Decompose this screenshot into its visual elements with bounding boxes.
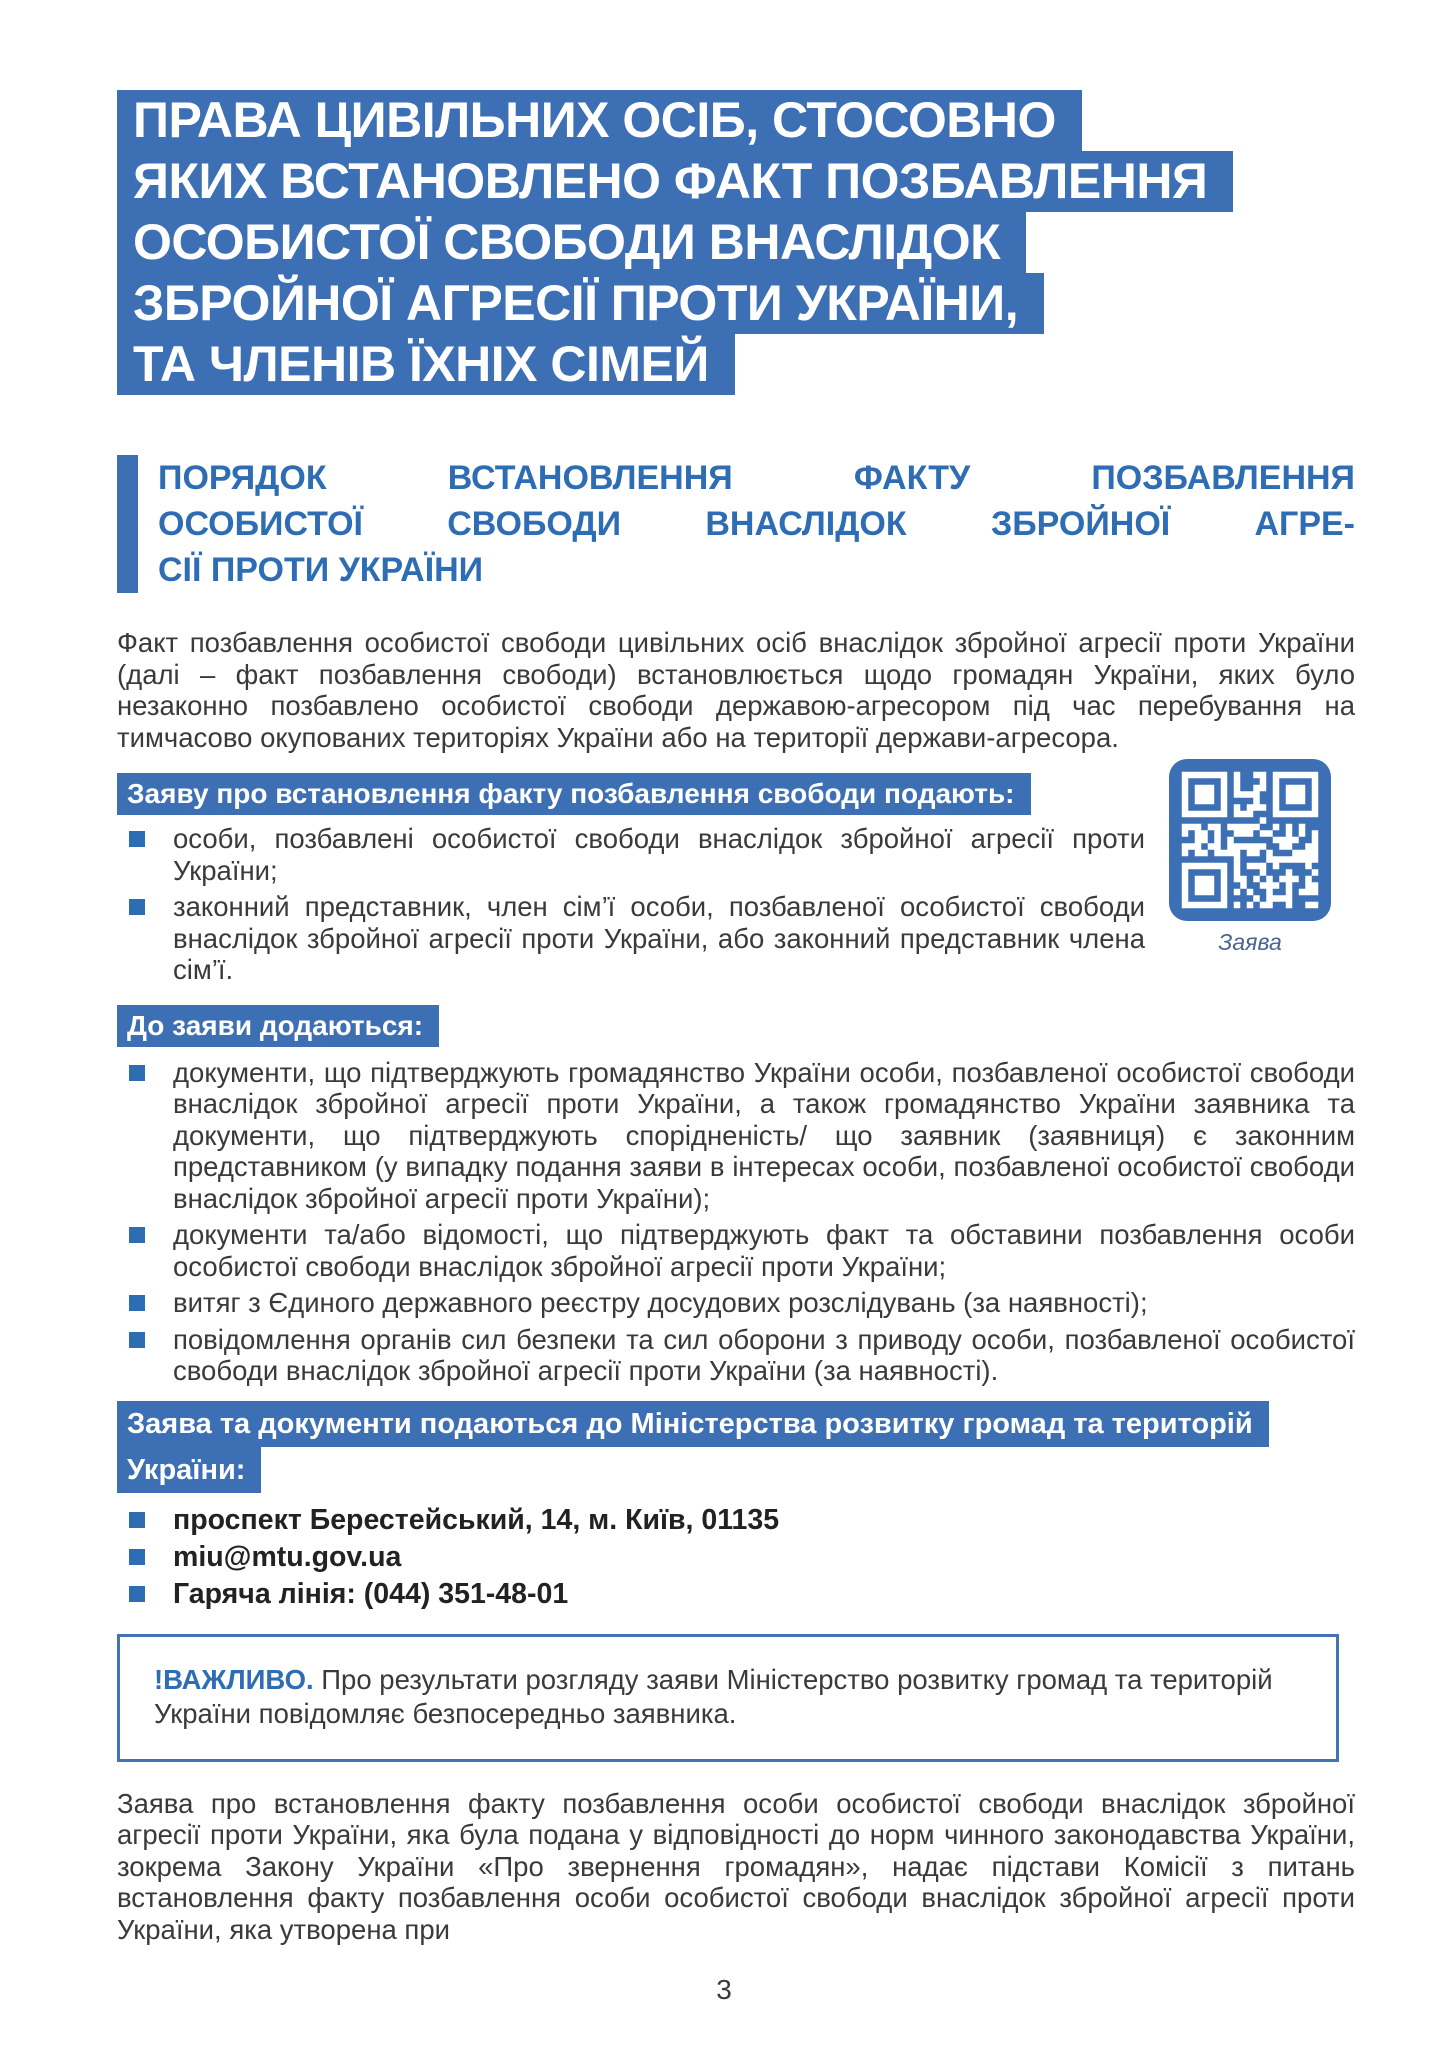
ministry-header-line: України: — [117, 1447, 261, 1493]
qr-code — [1169, 759, 1331, 921]
title-line-row — [117, 151, 1355, 212]
list-item-text: документи, що підтверджують громадянство України особи, позбавленої особистої свободи внаслідок збройної агресії проти України, а також громадянство України заявника та документи, що підтверджують спорідненість/ що заявник (заявниця) є законним представником (у випадку подання заяви в інтересах особи, позбавленої особистої свободи внаслідок збройної агресії проти України); — [173, 1056, 1355, 1214]
bullet-square-icon — [129, 1065, 145, 1081]
heading-accent-bar — [117, 455, 138, 593]
title-line: ЗБРОЙНОЇ АГРЕСІЇ ПРОТИ УКРАЇНИ, — [117, 273, 1044, 334]
title-line: ОСОБИСТОЇ СВОБОДИ ВНАСЛІДОК — [117, 212, 1026, 273]
ministry-address: проспект Берестейський, 14, м. Київ, 01135 — [173, 1503, 780, 1536]
list-item — [117, 1219, 1355, 1282]
important-text: Про результати розгляду заяви Міністерство розвитку громад та територій України повідомляє безпосередньо заявника. — [154, 1663, 1273, 1729]
attachments-section — [117, 1005, 1355, 1387]
qr-caption: Заява — [1218, 929, 1282, 955]
submit-section-body — [117, 773, 1145, 991]
list-item — [117, 1540, 1355, 1575]
submit-section — [117, 773, 1355, 991]
section-heading-line: ПОРЯДОК ВСТАНОВЛЕННЯ ФАКТУ ПОЗБАВЛЕННЯ — [158, 459, 1355, 497]
closing-paragraph: Заява про встановлення факту позбавлення особи особистої свободи внаслідок збройної агресії проти України, яка була подана у відповідності до норм чинного законодавства України, зокрема Закону України «Про звернення громадян», надає підстави Комісії з питань встановлення факту позбавлення особи особистої свободи внаслідок збройної агресії проти України, яка утворена при — [117, 1787, 1355, 1945]
section-heading — [117, 455, 1355, 593]
bullet-square-icon — [129, 1227, 145, 1243]
list-item-text: повідомлення органів сил безпеки та сил оборони з приводу особи, позбавленої особистої свободи внаслідок збройної агресії проти України (за наявності). — [173, 1323, 1355, 1386]
list-item — [117, 823, 1145, 886]
important-label: !ВАЖЛИВО. — [154, 1663, 314, 1695]
title-line: ТА ЧЛЕНІВ ЇХНІХ СІМЕЙ — [117, 334, 735, 395]
bullet-square-icon — [129, 1332, 145, 1348]
ministry-section — [117, 1401, 1355, 1612]
ministry-header-row — [117, 1401, 1355, 1447]
section-heading-line: ОСОБИСТОЇ СВОБОДИ ВНАСЛІДОК ЗБРОЙНОЇ АГРЕ- — [158, 505, 1355, 543]
title-line-row — [117, 334, 1355, 395]
bullet-square-icon — [129, 1512, 145, 1528]
bullet-square-icon — [129, 899, 145, 915]
intro-paragraph: Факт позбавлення особистої свободи цивільних осіб внаслідок збройної агресії проти України (далі – факт позбавлення свободи) встановлюється щодо громадян України, яких було незаконно позбавлено особистої свободи державою-агресором під час перебування на тимчасово окупованих територіях України або на території держави-агресора. — [117, 627, 1355, 753]
title-line: ЯКИХ ВСТАНОВЛЕНО ФАКТ ПОЗБАВЛЕННЯ — [117, 151, 1233, 212]
list-item — [117, 1057, 1355, 1215]
section-heading-line: СІЇ ПРОТИ УКРАЇНИ — [158, 551, 484, 589]
list-item-text: законний представник, член сім’ї особи, позбавленої особистої свободи внаслідок збройної агресії проти України, або законний представник члена сім’ї. — [173, 891, 1145, 985]
page-title — [117, 0, 1355, 395]
ministry-hotline: Гаряча лінія: (044) 351-48-01 — [173, 1577, 569, 1610]
important-notice-box — [117, 1634, 1339, 1762]
bullet-square-icon — [129, 1295, 145, 1311]
list-item — [117, 1503, 1355, 1538]
list-item-text: документи та/або відомості, що підтверджують факт та обставини позбавлення особи особистої свободи внаслідок збройної агресії проти України; — [173, 1219, 1355, 1282]
attachments-list — [117, 1057, 1355, 1387]
list-item — [117, 1324, 1355, 1387]
ministry-header-row — [117, 1447, 1355, 1493]
ministry-header-line: Заява та документи подаються до Міністерства розвитку громад та територій — [117, 1401, 1269, 1447]
list-item-text: витяг з Єдиного державного реєстру досудових розслідувань (за наявності); — [173, 1287, 1148, 1318]
title-line-row — [117, 212, 1355, 273]
section-heading-text — [158, 455, 1355, 593]
submit-list — [117, 823, 1145, 986]
page-number: 3 — [716, 1974, 732, 2005]
title-line: ПРАВА ЦИВІЛЬНИХ ОСІБ, СТОСОВНО — [117, 90, 1082, 151]
submit-section-header: Заяву про встановлення факту позбавлення свободи подають: — [117, 773, 1031, 815]
list-item — [117, 1287, 1355, 1319]
bullet-square-icon — [129, 831, 145, 847]
bullet-square-icon — [129, 1586, 145, 1602]
title-line-row — [117, 273, 1355, 334]
qr-block — [1145, 773, 1355, 991]
ministry-email: miu@mtu.gov.ua — [173, 1540, 402, 1573]
list-item — [117, 1577, 1355, 1612]
bullet-square-icon — [129, 1549, 145, 1565]
list-item — [117, 891, 1145, 986]
title-line-row — [117, 90, 1355, 151]
attachments-section-header: До заяви додаються: — [117, 1005, 439, 1047]
ministry-contacts-list — [117, 1503, 1355, 1612]
list-item-text: особи, позбавлені особистої свободи внаслідок збройної агресії проти України; — [173, 823, 1145, 886]
